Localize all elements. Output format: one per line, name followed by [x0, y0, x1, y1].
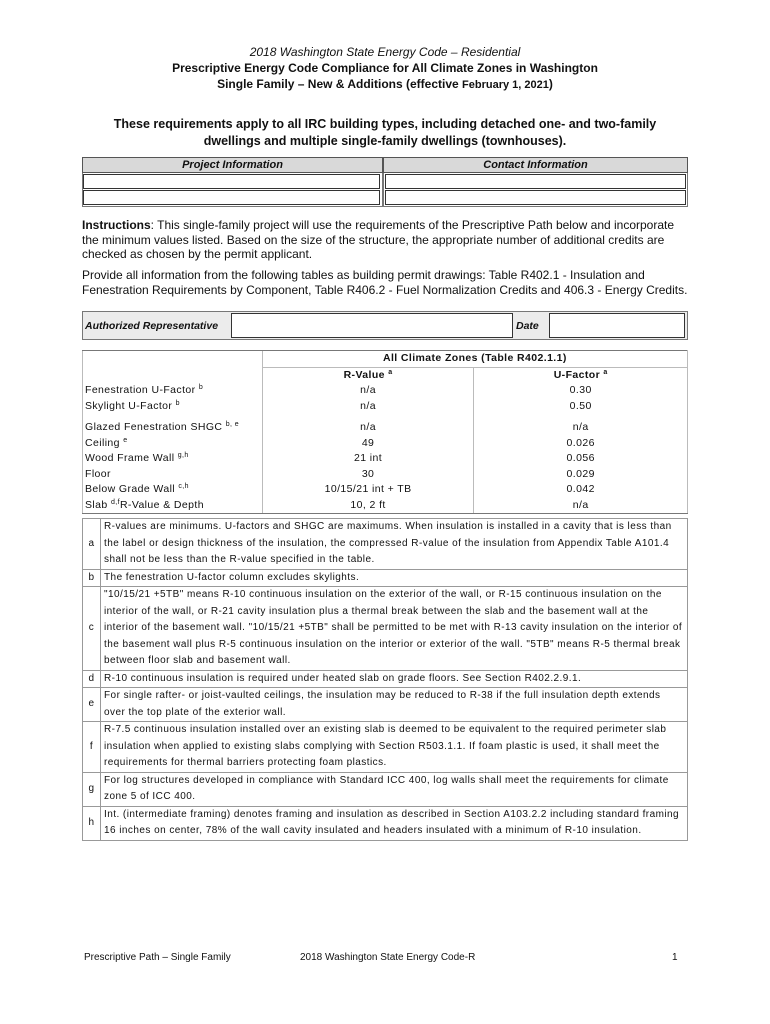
requirements-table [82, 350, 688, 514]
footnote-row: a R-values are minimums. U-factors and SHGC are maximums. When insulation is installed in a cavity that is less than the label or design thickness of the insulation, the compressed R-value of the insulation from Appendix Table A101.4 shall not be less than the R-value specified in the table. [83, 519, 688, 570]
document-title: Prescriptive Energy Code Compliance for All Climate Zones in Washington [172, 61, 598, 75]
table-row: Skylight U-Factor $^b$ n/a 0.50 [83, 399, 688, 415]
table-row: Floor 30 0.029 [83, 467, 688, 483]
footer-left: Prescriptive Path – Single Family [84, 952, 231, 963]
applicability-statement: These requirements apply to all IRC building types, including detached one- and two-family dwellings and multiple single-family dwellings (townhouses). [113, 117, 657, 148]
table-row: Slab $^{d,f}$R-Value & Depth 10, 2 ft n/a [83, 498, 688, 514]
provide-info-paragraph: Provide all information from the following tables as building permit drawings: Table R402.1 - Insulation and Fenestration Requirements by Component, Table R406.2 - Fuel Normalization Credits and 406.3 - Energy Credits. [82, 268, 688, 297]
table-row: Below Grade Wall $^{c,h}$ 10/15/21 int + TB 0.042 [83, 482, 688, 498]
project-info-field-2[interactable] [83, 190, 380, 205]
footer-center: 2018 Washington State Energy Code-R [300, 952, 476, 963]
authorized-representative-row [82, 311, 688, 340]
instructions-paragraph: Instructions: This single-family project will use the requirements of the Prescriptive Path below and incorporate the minimum values listed. Based on the size of the structure, the appropriate number of additional credits are checked as chosen by the permit applicant. [82, 218, 675, 261]
footnote-row: d R-10 continuous insulation is required under heated slab on grade floors. See Section R402.2.9.1. [83, 670, 688, 688]
header-line-1: 2018 Washington State Energy Code – Residential [249, 45, 521, 59]
date-label: Date [516, 320, 539, 332]
ufactor-column-header: U-Factor $^a$ [474, 367, 688, 383]
table-row: Fenestration U-Factor $^b$ n/a 0.30 [83, 383, 688, 399]
document-subtitle: Single Family – New & Additions (effective February 1, 2021) [217, 77, 553, 91]
authorized-representative-field[interactable] [231, 313, 513, 338]
footnote-row: e For single rafter- or joist-vaulted ceilings, the insulation may be reduced to R-38 if the full insulation depth extends over the top plate of the exterior wall. [83, 688, 688, 722]
footnote-row: f R-7.5 continuous insulation installed over an existing slab is deemed to be equivalent to the required perimeter slab insulation when applied to existing slabs complying with Section R503.1.1. If foam plastic is used, it shall meet the requirements for thermal barriers protecting foam plastics. [83, 722, 688, 773]
authorized-representative-label: Authorized Representative [85, 320, 219, 332]
footnote-row: h Int. (intermediate framing) denotes framing and insulation as described in Section A103.2.2 including standard framing 16 inches on center, 78% of the wall cavity insulated and headers insulated with a minimum of R-10 insulation. [83, 806, 688, 840]
contact-information-header: Contact Information [383, 157, 688, 173]
project-info-field-1[interactable] [83, 174, 380, 189]
footnote-row: b The fenestration U-factor column excludes skylights. [83, 569, 688, 587]
date-field[interactable] [549, 313, 685, 338]
table-row: Wood Frame Wall $^{g,h}$ 21 int 0.056 [83, 451, 688, 467]
page-number: 1 [672, 952, 678, 963]
table-title: All Climate Zones (Table R402.1.1) [262, 351, 687, 368]
effective-date: February 1, 2021 [462, 79, 549, 91]
footnote-row: g For log structures developed in compliance with Standard ICC 400, log walls shall meet the requirements for climate zone 5 of ICC 400. [83, 772, 688, 806]
table-row: Ceiling $^e$ 49 0.026 [83, 436, 688, 452]
contact-info-field-2[interactable] [385, 190, 686, 205]
contact-info-field-1[interactable] [385, 174, 686, 189]
table-row: Glazed Fenestration SHGC $^{b, e}$ n/a n/a [83, 420, 688, 436]
project-information-header: Project Information [82, 157, 383, 173]
footnote-row: c "10/15/21 +5TB" means R-10 continuous insulation on the exterior of the wall, or R-15 continuous insulation on the interior of the wall, or R-21 cavity insulation plus a thermal break between the slab and the basement wall at the interior of the basement wall. "10/15/21 +5TB" shall be permitted to be met with R-13 cavity insulation on the interior of the basement wall plus R-5 continuous insulation on the interior or exterior of the wall. "5TB" means R-5 thermal break between floor slab and basement wall. [83, 587, 688, 671]
footnotes-table [82, 518, 688, 841]
rvalue-column-header: R-Value $^a$ [262, 367, 474, 383]
